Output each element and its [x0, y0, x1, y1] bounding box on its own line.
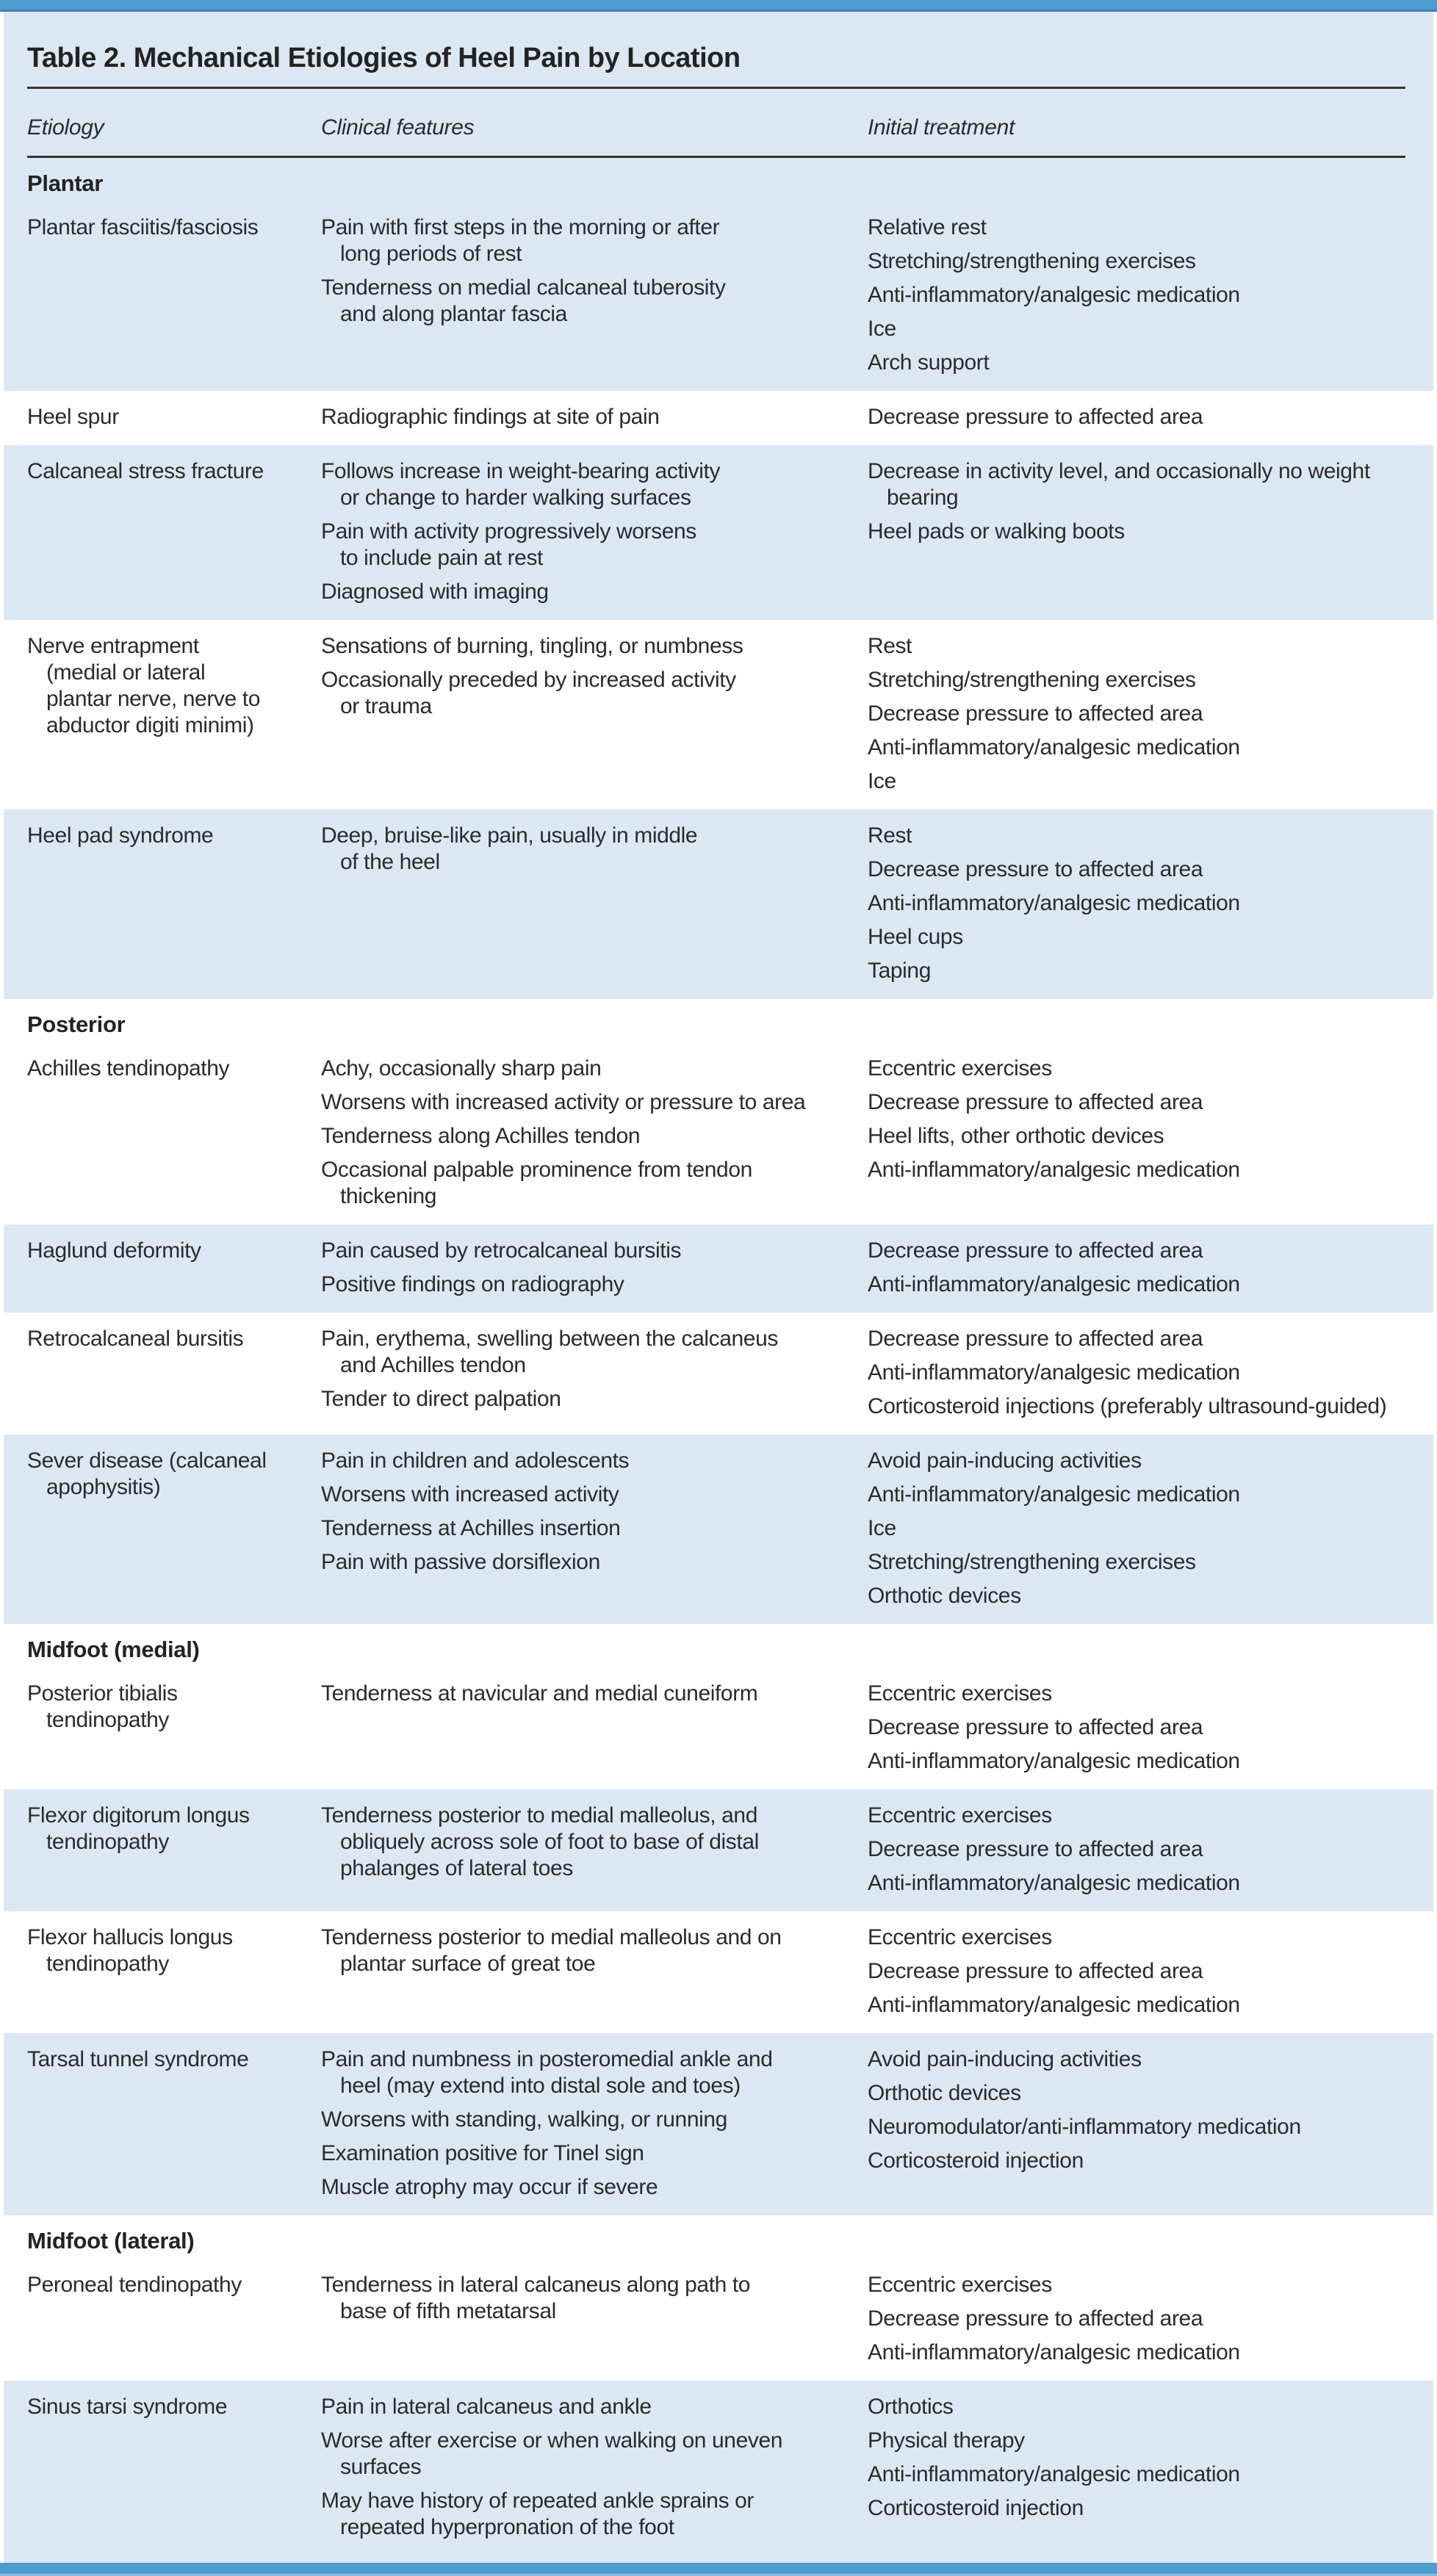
treatment-line: Corticosteroid injection	[868, 2496, 1084, 2520]
clinical-features-cell	[321, 1056, 868, 1210]
clinical-features-cell	[321, 1448, 868, 1609]
treatment-line: Anti-inflammatory/analgesic medication	[868, 1360, 1240, 1385]
treatment-item	[868, 924, 1426, 950]
treatment-item	[868, 768, 1426, 795]
clinical-feature-line: Tenderness on medial calcaneal tuberosity	[321, 275, 726, 300]
treatment-item	[868, 519, 1426, 545]
treatment-item	[868, 2428, 1426, 2454]
treatment-item	[868, 1238, 1426, 1264]
treatment-item	[868, 2148, 1426, 2174]
treatment-item	[868, 1482, 1426, 1508]
clinical-features-cell	[321, 458, 868, 605]
clinical-feature-line: Tenderness at Achilles insertion	[321, 1516, 621, 1540]
clinical-features-cell	[321, 633, 868, 795]
treatment-line: Decrease pressure to affected area	[868, 701, 1203, 726]
clinical-features-cell	[321, 2394, 868, 2541]
clinical-feature-line: base of fifth metatarsal	[340, 2299, 556, 2323]
clinical-feature-item	[321, 2174, 868, 2201]
table-row	[4, 201, 1433, 391]
clinical-feature-line: Deep, bruise-like pain, usually in middle	[321, 823, 698, 848]
treatment-line: Relative rest	[868, 215, 987, 239]
clinical-feature-item	[321, 2428, 868, 2481]
clinical-feature-line: May have history of repeated ankle sprains or	[321, 2489, 754, 2513]
clinical-feature-line: Tenderness posterior to medial malleolus and on	[321, 1925, 782, 1949]
treatment-line: Anti-inflammatory/analgesic medication	[868, 1272, 1240, 1296]
etiology-cell	[4, 1238, 321, 1298]
clinical-feature-line: and along plantar fascia	[340, 302, 567, 326]
treatment-item	[868, 1803, 1426, 1829]
clinical-feature-item	[321, 1271, 868, 1298]
clinical-feature-item	[321, 1386, 868, 1413]
treatment-item	[868, 1870, 1426, 1897]
treatment-line: Decrease pressure to affected area	[868, 1715, 1203, 1739]
treatment-line: Neuromodulator/anti-inflammatory medication	[868, 2115, 1301, 2139]
initial-treatment-cell	[868, 823, 1433, 984]
etiology-line: Haglund deformity	[27, 1238, 201, 1263]
treatment-item	[868, 1271, 1426, 1298]
treatment-line: Ice	[868, 1516, 896, 1540]
clinical-feature-item	[321, 2046, 868, 2099]
clinical-feature-item	[321, 1681, 868, 1707]
clinical-feature-item	[321, 404, 868, 430]
clinical-feature-line: Tenderness at navicular and medial cuneiform	[321, 1681, 758, 1706]
bottom-filler	[4, 2555, 1433, 2563]
etiology-line: Achilles tendinopathy	[27, 1056, 230, 1080]
treatment-line: Orthotics	[868, 2395, 954, 2419]
clinical-feature-item	[321, 1123, 868, 1150]
clinical-feature-item	[321, 1326, 868, 1379]
initial-treatment-cell	[868, 2272, 1433, 2366]
treatment-line: Corticosteroid injections (preferably ultrasound-guided)	[868, 1394, 1387, 1418]
treatment-item	[868, 1992, 1426, 2018]
clinical-feature-line: long periods of rest	[340, 242, 522, 266]
table-row	[4, 1313, 1433, 1435]
treatment-item	[868, 458, 1426, 511]
table-row	[4, 1224, 1433, 1313]
etiology-line: Peroneal tendinopathy	[27, 2273, 242, 2297]
treatment-line: Ice	[868, 317, 896, 341]
treatment-item	[868, 735, 1426, 761]
table-row	[4, 2381, 1433, 2555]
clinical-features-cell	[321, 1238, 868, 1298]
etiology-line: Sever disease (calcaneal	[27, 1448, 267, 1473]
table-row	[4, 1667, 1433, 1789]
treatment-line: Eccentric exercises	[868, 1681, 1052, 1706]
etiology-line: Tarsal tunnel syndrome	[27, 2047, 249, 2071]
table-row	[4, 1435, 1433, 1624]
treatment-line: Stretching/strengthening exercises	[868, 1550, 1196, 1574]
treatment-item	[868, 2306, 1426, 2332]
etiology-line: Plantar fasciitis/fasciosis	[27, 215, 259, 239]
treatment-line: Anti-inflammatory/analgesic medication	[868, 735, 1240, 760]
clinical-feature-line: phalanges of lateral toes	[340, 1856, 573, 1880]
clinical-feature-line: Pain with first steps in the morning or after	[321, 215, 720, 239]
table-row	[4, 1042, 1433, 1224]
clinical-features-cell	[321, 2046, 868, 2201]
clinical-feature-line: Achy, occasionally sharp pain	[321, 1056, 602, 1080]
etiology-cell	[4, 2046, 321, 2201]
etiology-cell	[4, 214, 321, 376]
treatment-line: Decrease pressure to affected area	[868, 2306, 1203, 2331]
treatment-line: Anti-inflammatory/analgesic medication	[868, 1993, 1240, 2017]
clinical-feature-item	[321, 1803, 868, 1882]
initial-treatment-cell	[868, 1448, 1433, 1609]
treatment-line: Heel lifts, other orthotic devices	[868, 1124, 1164, 1148]
treatment-item	[868, 214, 1426, 241]
etiology-line: Calcaneal stress fracture	[27, 459, 264, 483]
etiology-line: (medial or lateral	[46, 660, 206, 685]
column-header-row	[4, 114, 1433, 141]
treatment-line: Physical therapy	[868, 2428, 1025, 2453]
initial-treatment-cell	[868, 1238, 1433, 1298]
table-row	[4, 1911, 1433, 2033]
clinical-feature-item	[321, 633, 868, 660]
clinical-feature-line: Tenderness posterior to medial malleolus, and	[321, 1803, 757, 1828]
treatment-line: Anti-inflammatory/analgesic medication	[868, 2462, 1240, 2486]
treatment-item	[868, 1958, 1426, 1985]
etiology-line: Flexor hallucis longus	[27, 1925, 233, 1949]
treatment-item	[868, 350, 1426, 376]
treatment-line: Eccentric exercises	[868, 2273, 1052, 2297]
etiology-cell	[4, 1924, 321, 2018]
treatment-line: Eccentric exercises	[868, 1925, 1052, 1949]
treatment-line: Decrease pressure to affected area	[868, 857, 1203, 881]
treatment-line: Rest	[868, 823, 912, 848]
clinical-feature-line: and Achilles tendon	[340, 1353, 526, 1377]
treatment-line: Decrease pressure to affected area	[868, 1090, 1203, 1114]
treatment-item	[868, 890, 1426, 917]
treatment-item	[868, 856, 1426, 883]
clinical-features-cell	[321, 823, 868, 984]
etiology-line: apophysitis)	[46, 1475, 161, 1499]
table-row	[4, 2259, 1433, 2381]
clinical-feature-line: heel (may extend into distal sole and toes)	[340, 2074, 741, 2098]
clinical-feature-line: Tender to direct palpation	[321, 1387, 561, 1411]
table-body	[4, 158, 1433, 2555]
table-title: Table 2. Mechanical Etiologies of Heel Pain by Location	[27, 43, 741, 73]
section-header: Posterior	[4, 999, 1433, 1042]
clinical-features-cell	[321, 1803, 868, 1897]
clinical-features-cell	[321, 404, 868, 430]
clinical-feature-line: of the heel	[340, 850, 440, 874]
treatment-line: Decrease in activity level, and occasionally no weight	[868, 459, 1370, 483]
treatment-item	[868, 701, 1426, 727]
treatment-line: Eccentric exercises	[868, 1056, 1052, 1080]
treatment-item	[868, 316, 1426, 342]
treatment-line: Anti-inflammatory/analgesic medication	[868, 1749, 1240, 1773]
treatment-line: Taping	[868, 959, 932, 983]
clinical-feature-item	[321, 275, 868, 328]
clinical-feature-line: Worsens with increased activity or pressure to area	[321, 1090, 806, 1114]
table-row	[4, 809, 1433, 999]
section-header: Midfoot (lateral)	[4, 2215, 1433, 2259]
initial-treatment-cell	[868, 404, 1433, 430]
initial-treatment-cell	[868, 633, 1433, 795]
clinical-feature-item	[321, 1056, 868, 1082]
treatment-line: Anti-inflammatory/analgesic medication	[868, 1482, 1240, 1507]
clinical-feature-item	[321, 1448, 868, 1474]
etiology-cell	[4, 633, 321, 795]
treatment-item	[868, 1836, 1426, 1863]
clinical-feature-line: Pain with passive dorsiflexion	[321, 1550, 600, 1574]
clinical-feature-line: Pain with activity progressively worsens	[321, 519, 696, 544]
treatment-line: Anti-inflammatory/analgesic medication	[868, 1871, 1240, 1895]
clinical-feature-item	[321, 519, 868, 571]
clinical-feature-line: Examination positive for Tinel sign	[321, 2141, 644, 2165]
clinical-feature-item	[321, 1515, 868, 1542]
etiology-cell	[4, 823, 321, 984]
treatment-item	[868, 1515, 1426, 1542]
clinical-feature-item	[321, 214, 868, 267]
treatment-item	[868, 1089, 1426, 1116]
initial-treatment-cell	[868, 214, 1433, 376]
clinical-feature-line: or change to harder walking surfaces	[340, 486, 691, 510]
clinical-feature-item	[321, 823, 868, 876]
etiology-line: Heel pad syndrome	[27, 823, 214, 848]
treatment-item	[868, 823, 1426, 849]
section-header: Plantar	[4, 158, 1433, 201]
treatment-item	[868, 1924, 1426, 1951]
clinical-feature-line: Sensations of burning, tingling, or numbness	[321, 634, 743, 658]
clinical-feature-item	[321, 579, 868, 605]
clinical-feature-line: thickening	[340, 1184, 437, 1208]
treatment-item	[868, 2114, 1426, 2140]
treatment-item	[868, 2495, 1426, 2522]
treatment-item	[868, 2394, 1426, 2420]
clinical-feature-line: obliquely across sole of foot to base of distal	[340, 1830, 759, 1854]
clinical-feature-item	[321, 1924, 868, 1977]
treatment-line: Anti-inflammatory/analgesic medication	[868, 891, 1240, 915]
etiology-line: Nerve entrapment	[27, 634, 199, 658]
clinical-features-cell	[321, 1681, 868, 1775]
clinical-feature-line: Muscle atrophy may occur if severe	[321, 2175, 658, 2199]
treatment-item	[868, 1714, 1426, 1741]
treatment-item	[868, 2080, 1426, 2107]
clinical-features-cell	[321, 214, 868, 376]
treatment-line: Orthotic devices	[868, 1584, 1021, 1608]
clinical-feature-item	[321, 2272, 868, 2325]
table-container	[4, 12, 1433, 2563]
etiology-cell	[4, 458, 321, 605]
clinical-feature-line: Tenderness along Achilles tendon	[321, 1124, 641, 1148]
initial-treatment-cell	[868, 1681, 1433, 1775]
etiology-line: tendinopathy	[46, 1708, 170, 1732]
table-row	[4, 2033, 1433, 2215]
etiology-cell	[4, 1056, 321, 1210]
initial-treatment-cell	[868, 2394, 1433, 2541]
table-row	[4, 1789, 1433, 1911]
treatment-line: Heel cups	[868, 925, 963, 949]
clinical-feature-line: repeated hyperpronation of the foot	[340, 2515, 674, 2539]
etiology-line: tendinopathy	[46, 1830, 170, 1854]
clinical-feature-line: Pain, erythema, swelling between the calcaneus	[321, 1327, 778, 1351]
table-row	[4, 620, 1433, 809]
bottom-border-bar	[0, 2563, 1437, 2576]
initial-treatment-cell	[868, 1924, 1433, 2018]
treatment-item	[868, 958, 1426, 984]
clinical-feature-item	[321, 1238, 868, 1264]
initial-treatment-cell	[868, 1056, 1433, 1210]
treatment-item	[868, 1056, 1426, 1082]
etiology-line: Retrocalcaneal bursitis	[27, 1327, 244, 1351]
clinical-features-cell	[321, 1924, 868, 2018]
clinical-feature-line: to include pain at rest	[340, 546, 543, 570]
treatment-line: Stretching/strengthening exercises	[868, 249, 1196, 273]
clinical-feature-line: Pain in children and adolescents	[321, 1448, 630, 1473]
treatment-item	[868, 1123, 1426, 1150]
clinical-feature-line: Pain caused by retrocalcaneal bursitis	[321, 1238, 682, 1263]
clinical-feature-line: Radiographic findings at site of pain	[321, 405, 660, 429]
clinical-feature-item	[321, 1089, 868, 1116]
treatment-item	[868, 282, 1426, 309]
etiology-cell	[4, 404, 321, 430]
initial-treatment-cell	[868, 1326, 1433, 1420]
clinical-feature-item	[321, 2140, 868, 2167]
table-row	[4, 445, 1433, 620]
treatment-line: Orthotic devices	[868, 2081, 1021, 2105]
clinical-feature-line: surfaces	[340, 2455, 422, 2479]
clinical-feature-line: Worsens with standing, walking, or running	[321, 2107, 727, 2132]
treatment-line: Heel pads or walking boots	[868, 519, 1125, 544]
treatment-item	[868, 633, 1426, 660]
clinical-feature-item	[321, 2107, 868, 2133]
etiology-cell	[4, 1803, 321, 1897]
section-header: Midfoot (medial)	[4, 1624, 1433, 1667]
etiology-cell	[4, 1448, 321, 1609]
etiology-line: Posterior tibialis	[27, 1681, 178, 1706]
clinical-feature-item	[321, 1549, 868, 1576]
treatment-line: Anti-inflammatory/analgesic medication	[868, 283, 1240, 307]
treatment-item	[868, 1326, 1426, 1352]
treatment-item	[868, 2461, 1426, 2488]
etiology-line: Flexor digitorum longus	[27, 1803, 250, 1828]
treatment-line: Decrease pressure to affected area	[868, 1837, 1203, 1861]
treatment-item	[868, 404, 1426, 430]
clinical-feature-line: Pain in lateral calcaneus and ankle	[321, 2395, 652, 2419]
treatment-item	[868, 667, 1426, 693]
clinical-features-cell	[321, 1326, 868, 1420]
column-header-clinical-features: Clinical features	[321, 115, 475, 140]
clinical-feature-line: Occasional palpable prominence from tendon	[321, 1158, 752, 1182]
title-rule	[27, 87, 1405, 89]
initial-treatment-cell	[868, 1803, 1433, 1897]
clinical-feature-item	[321, 1157, 868, 1210]
clinical-feature-line: Follows increase in weight-bearing activity	[321, 459, 721, 483]
treatment-line: Decrease pressure to affected area	[868, 1238, 1203, 1263]
clinical-features-cell	[321, 2272, 868, 2366]
clinical-feature-line: Tenderness in lateral calcaneus along path to	[321, 2273, 751, 2297]
etiology-cell	[4, 1326, 321, 1420]
treatment-item	[868, 1748, 1426, 1775]
treatment-line: Decrease pressure to affected area	[868, 405, 1203, 429]
treatment-item	[868, 248, 1426, 275]
treatment-line: Arch support	[868, 350, 990, 375]
etiology-line: tendinopathy	[46, 1952, 170, 1976]
etiology-cell	[4, 2272, 321, 2366]
clinical-feature-line: Occasionally preceded by increased activity	[321, 668, 736, 692]
clinical-feature-line: Worse after exercise or when walking on uneven	[321, 2428, 783, 2453]
clinical-feature-item	[321, 2394, 868, 2420]
treatment-item	[868, 1360, 1426, 1386]
treatment-item	[868, 1448, 1426, 1474]
etiology-line: Heel spur	[27, 405, 119, 429]
clinical-feature-item	[321, 667, 868, 720]
treatment-line: Ice	[868, 769, 896, 793]
treatment-line: bearing	[887, 486, 959, 510]
clinical-feature-item	[321, 1482, 868, 1508]
clinical-feature-line: Positive findings on radiography	[321, 1272, 624, 1296]
clinical-feature-line: or trauma	[340, 694, 432, 718]
clinical-feature-item	[321, 2488, 868, 2541]
etiology-line: abductor digiti minimi)	[46, 713, 254, 737]
treatment-item	[868, 2272, 1426, 2298]
clinical-feature-line: Pain and numbness in posteromedial ankle and	[321, 2047, 773, 2071]
treatment-line: Decrease pressure to affected area	[868, 1327, 1203, 1351]
etiology-line: Sinus tarsi syndrome	[27, 2395, 228, 2419]
treatment-item	[868, 1549, 1426, 1576]
treatment-line: Anti-inflammatory/analgesic medication	[868, 1158, 1240, 1182]
treatment-line: Stretching/strengthening exercises	[868, 668, 1196, 692]
etiology-line: plantar nerve, nerve to	[46, 687, 260, 711]
initial-treatment-cell	[868, 458, 1433, 605]
initial-treatment-cell	[868, 2046, 1433, 2201]
top-border-bar	[0, 0, 1437, 12]
treatment-item	[868, 1583, 1426, 1609]
treatment-line: Avoid pain-inducing activities	[868, 1448, 1142, 1473]
treatment-line: Avoid pain-inducing activities	[868, 2047, 1142, 2071]
treatment-item	[868, 1157, 1426, 1183]
treatment-item	[868, 1393, 1426, 1420]
treatment-item	[868, 1681, 1426, 1707]
column-header-initial-treatment: Initial treatment	[868, 115, 1015, 140]
treatment-line: Anti-inflammatory/analgesic medication	[868, 2340, 1240, 2364]
treatment-item	[868, 2339, 1426, 2366]
treatment-line: Rest	[868, 634, 912, 658]
clinical-feature-line: plantar surface of great toe	[340, 1952, 596, 1976]
clinical-feature-line: Diagnosed with imaging	[321, 580, 549, 604]
treatment-line: Eccentric exercises	[868, 1803, 1052, 1828]
treatment-item	[868, 2046, 1426, 2073]
etiology-cell	[4, 2394, 321, 2541]
clinical-feature-item	[321, 458, 868, 511]
table-row	[4, 391, 1433, 445]
etiology-cell	[4, 1681, 321, 1775]
treatment-line: Corticosteroid injection	[868, 2149, 1084, 2173]
column-header-etiology: Etiology	[27, 115, 104, 140]
clinical-feature-line: Worsens with increased activity	[321, 1482, 619, 1507]
treatment-line: Decrease pressure to affected area	[868, 1959, 1203, 1983]
